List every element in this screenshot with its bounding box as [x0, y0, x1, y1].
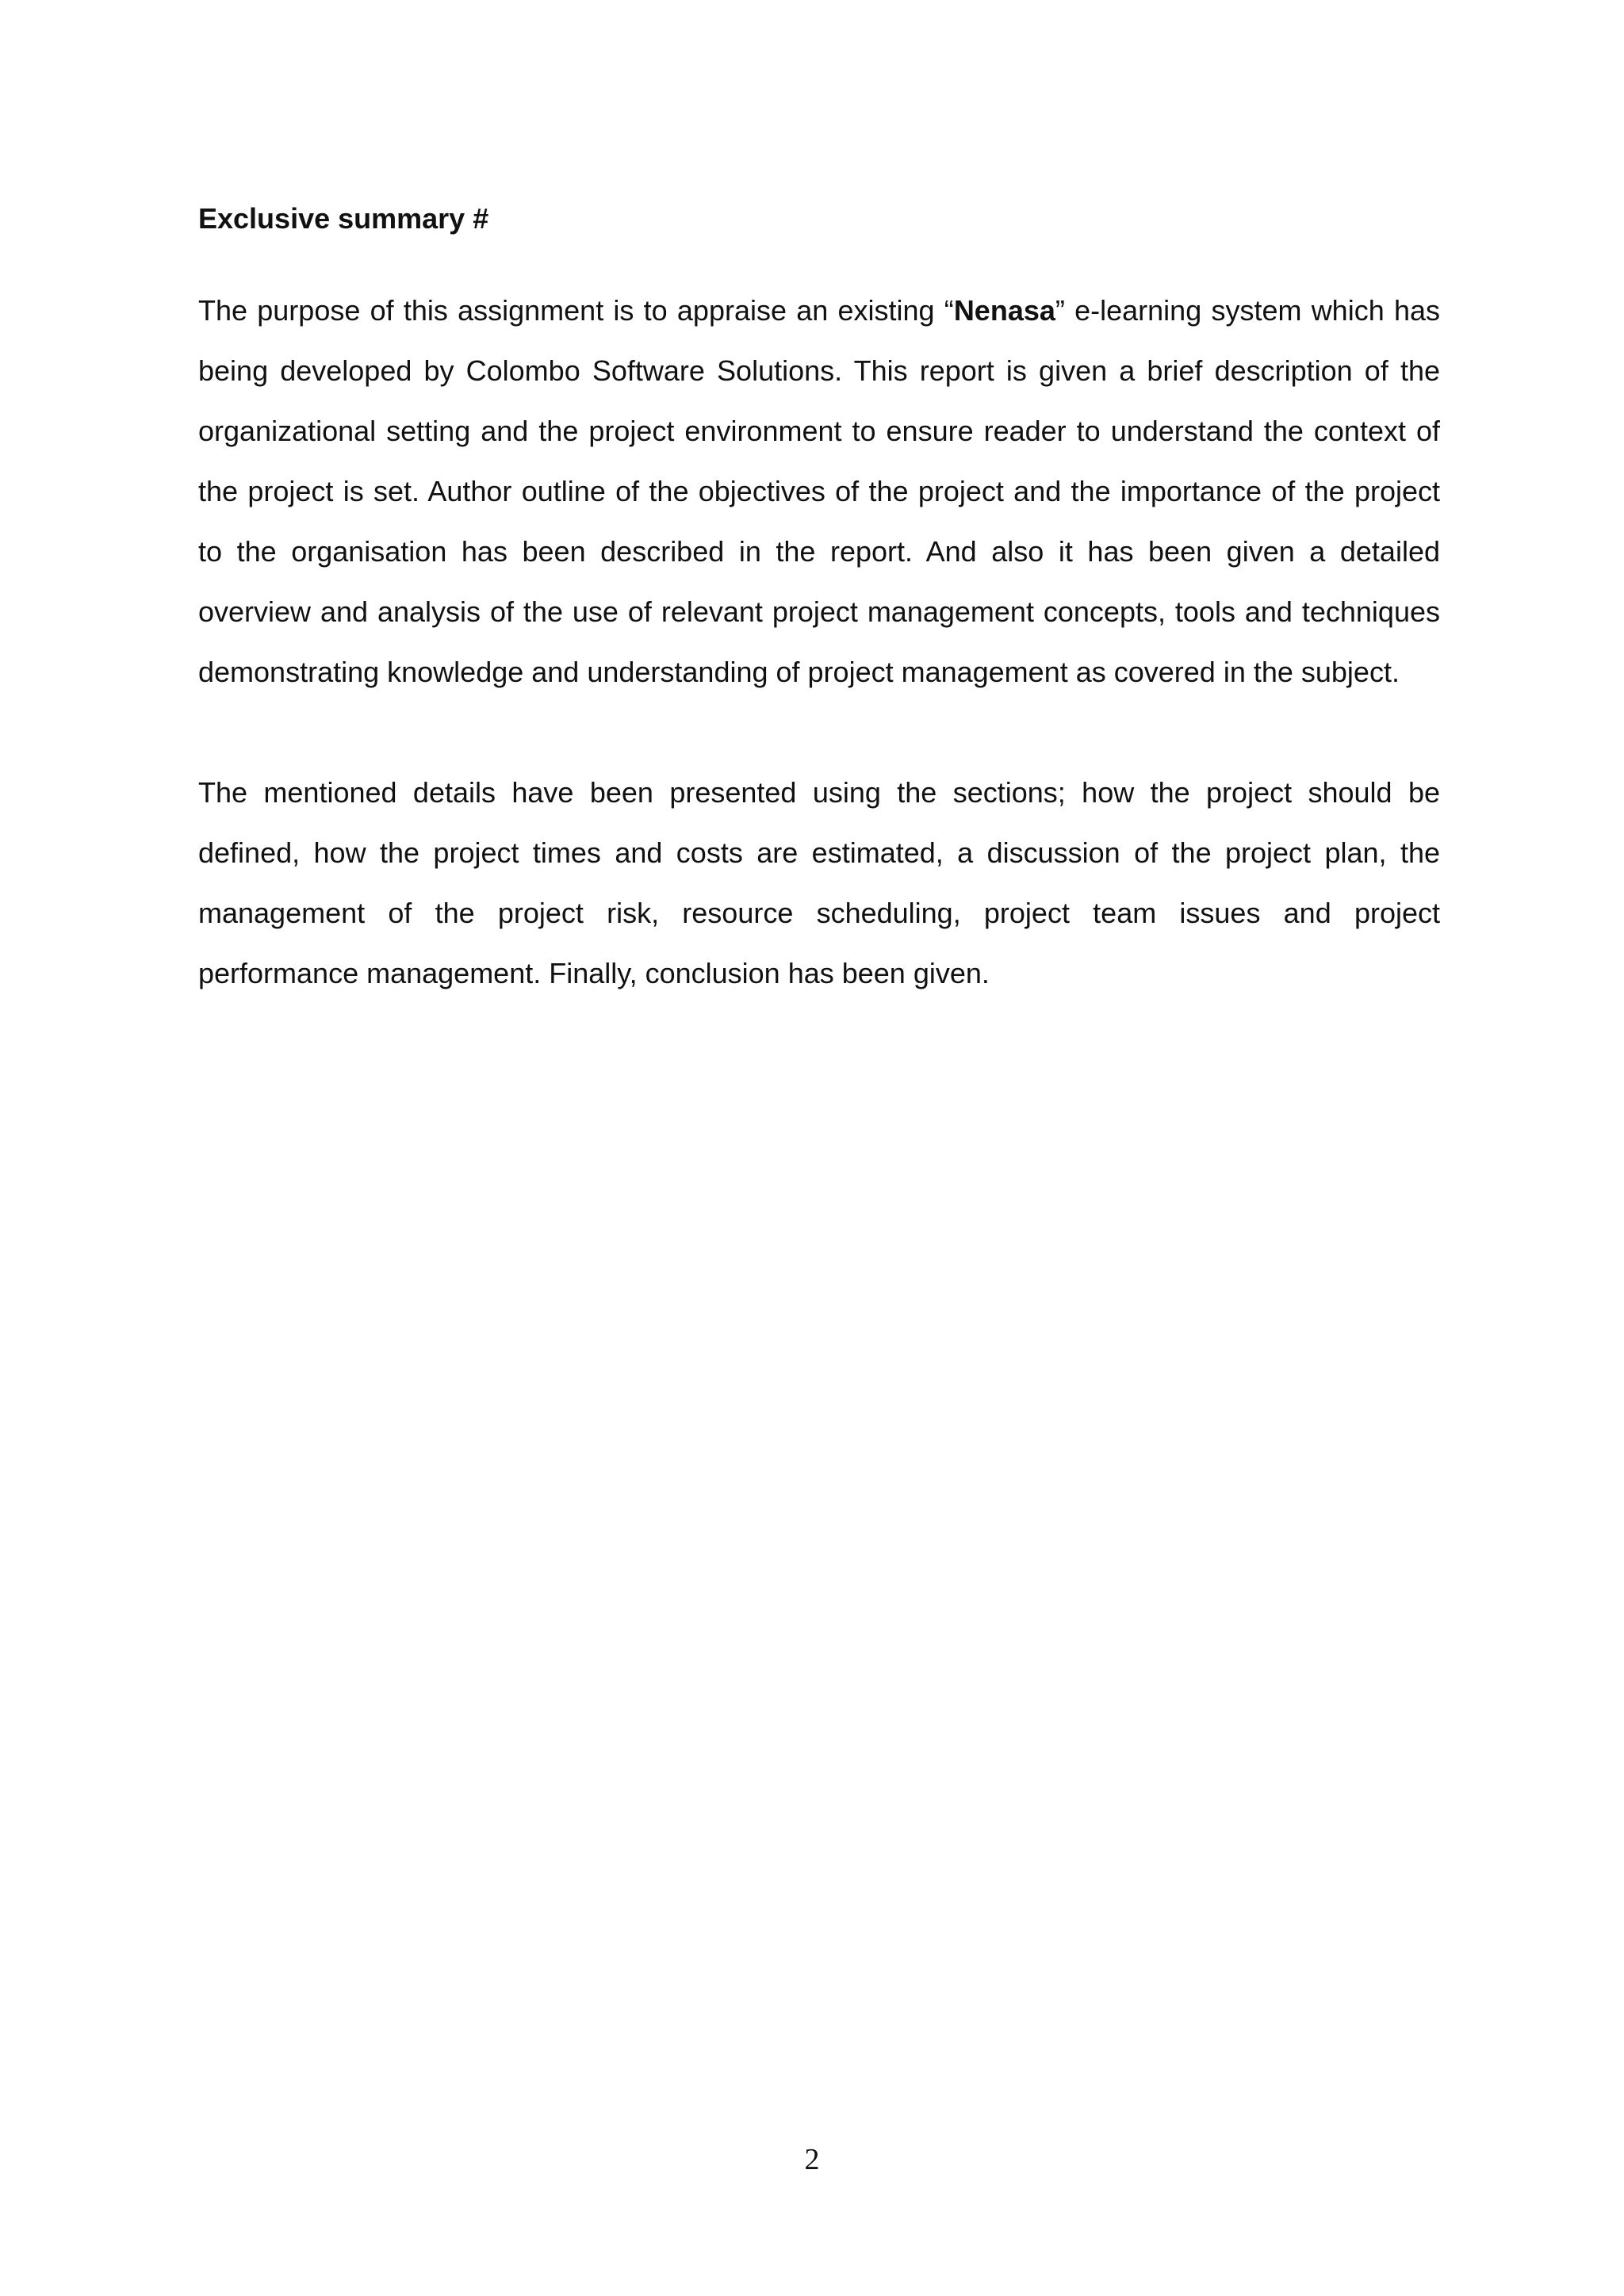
page-number: 2 [804, 2143, 820, 2176]
summary-paragraph-2: The mentioned details have been presented using the sections; how the project should be defined, how the project times and costs are estimated, a discussion of the project plan, the management of the project risk, resource scheduling, project team issues and project performance management. Finally, conclusion has been given. [198, 776, 1440, 989]
paragraph-1-text-after: ” e-learning system which has being developed by Colombo Software Solutions. This report is given a brief description of the organizational setting and the project environment to ensure reader to understand the context of the project is set. Author outline of the objectives of the project and the importance of the project to the organisation has been described in the report. And also it has been given a detailed overview and analysis of the use of relevant project management concepts, tools and techniques demonstrating knowledge and understanding of project management as covered in the subject. [198, 294, 1441, 688]
paragraph-1-text-before: The purpose of this assignment is to appraise an existing “ [198, 294, 954, 327]
page-content [198, 198, 1440, 1004]
summary-paragraph-1 [198, 281, 1440, 702]
system-name-bold: Nenasa [953, 294, 1055, 327]
section-heading: Exclusive summary # [198, 202, 489, 235]
